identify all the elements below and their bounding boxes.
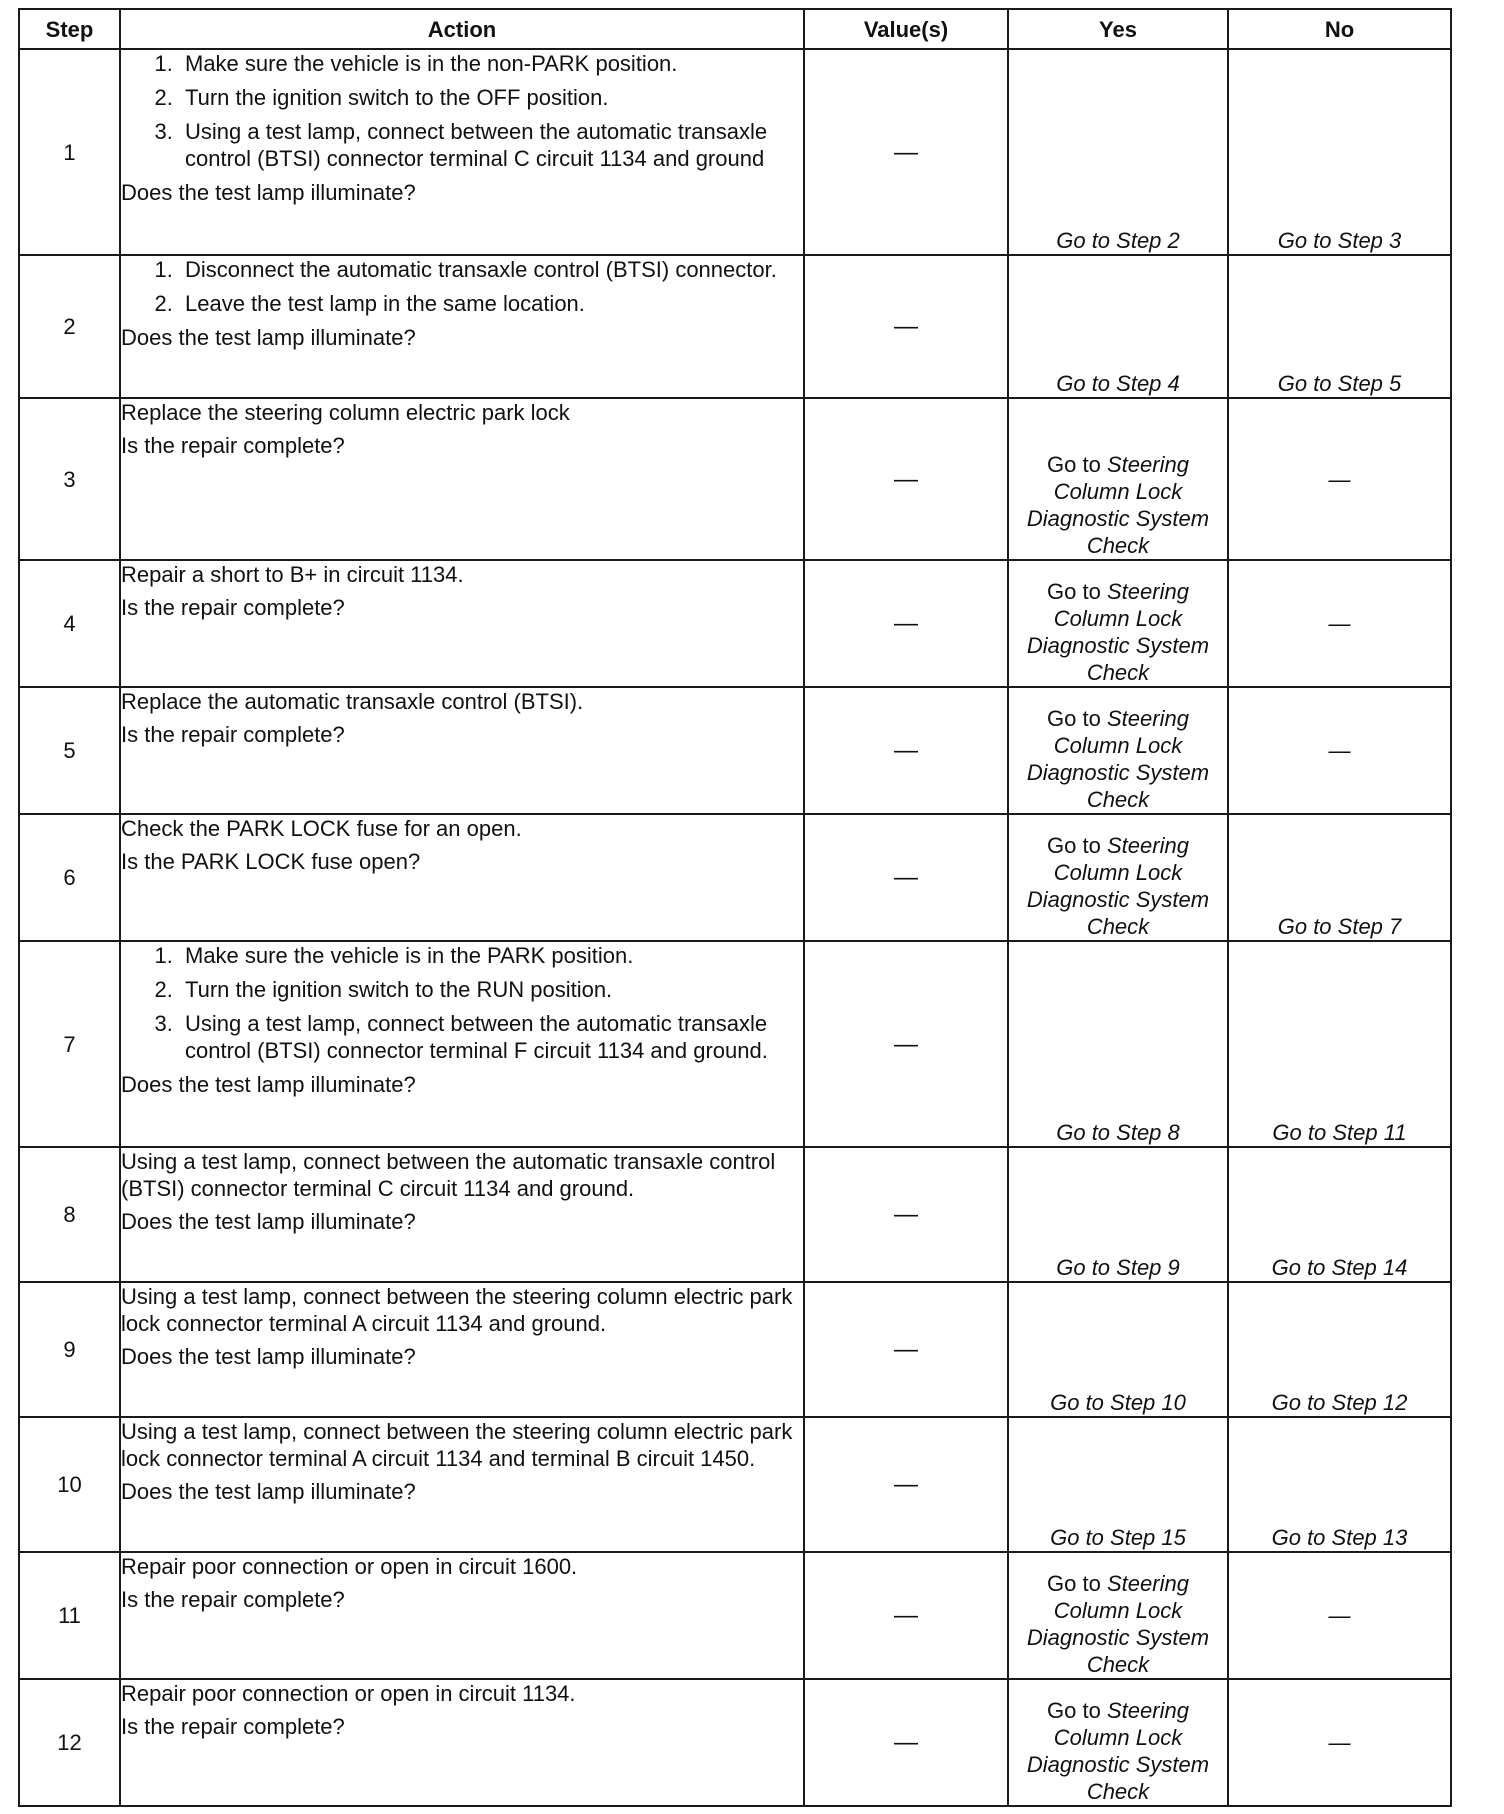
step-number: 2 <box>19 255 120 398</box>
yes-target: Steering Column Lock Diagnostic System Check <box>1026 1571 1210 1677</box>
yes-prefix: Go to <box>1047 579 1101 604</box>
header-row <box>19 9 1451 49</box>
yes-link[interactable] <box>1008 1679 1228 1806</box>
yes-prefix: Go to <box>1047 1571 1101 1596</box>
action-steps <box>121 256 803 317</box>
action-instruction: Using a test lamp, connect between the steering column electric park lock connector terminal A circuit 1134 and ground. <box>121 1284 793 1336</box>
step-number: 3 <box>19 398 120 560</box>
step-number: 6 <box>19 814 120 941</box>
yes-prefix: Go to <box>1047 706 1101 731</box>
no-cell: — <box>1228 687 1451 814</box>
yes-link[interactable]: Go to Step 10 <box>1008 1282 1228 1417</box>
action-cell <box>120 1552 804 1679</box>
action-question: Does the test lamp illuminate? <box>121 180 416 205</box>
value-cell: — <box>804 814 1008 941</box>
no-link[interactable]: Go to Step 11 <box>1228 941 1451 1147</box>
action-cell <box>120 687 804 814</box>
action-step: 1. Disconnect the automatic transaxle control (BTSI) connector. <box>179 256 803 283</box>
action-question: Does the test lamp illuminate? <box>121 1479 416 1504</box>
yes-link[interactable]: Go to Step 8 <box>1008 941 1228 1147</box>
no-link[interactable]: Go to Step 14 <box>1228 1147 1451 1282</box>
yes-link[interactable] <box>1008 398 1228 560</box>
no-link[interactable]: Go to Step 3 <box>1228 49 1451 255</box>
value-cell: — <box>804 49 1008 255</box>
action-question: Is the repair complete? <box>121 722 345 747</box>
header-action: Action <box>120 9 804 49</box>
action-cell <box>120 1147 804 1282</box>
step-number: 11 <box>19 1552 120 1679</box>
action-question: Is the repair complete? <box>121 595 345 620</box>
action-cell <box>120 814 804 941</box>
table-row <box>19 560 1451 687</box>
step-number: 10 <box>19 1417 120 1552</box>
no-link[interactable]: Go to Step 5 <box>1228 255 1451 398</box>
value-cell: — <box>804 1552 1008 1679</box>
yes-target: Steering Column Lock Diagnostic System Check <box>1026 452 1210 558</box>
action-step: 2. Leave the test lamp in the same location. <box>179 290 803 317</box>
step-number: 12 <box>19 1679 120 1806</box>
action-steps <box>121 50 803 172</box>
value-cell: — <box>804 687 1008 814</box>
table-row <box>19 687 1451 814</box>
table-row <box>19 1679 1451 1806</box>
action-instruction: Replace the automatic transaxle control (BTSI). <box>121 689 584 714</box>
table-row <box>19 814 1451 941</box>
yes-link[interactable]: Go to Step 15 <box>1008 1417 1228 1552</box>
no-link[interactable]: Go to Step 12 <box>1228 1282 1451 1417</box>
action-question: Does the test lamp illuminate? <box>121 1209 416 1234</box>
action-step: 3. Using a test lamp, connect between the automatic transaxle control (BTSI) connector terminal F circuit 1134 and ground. <box>179 1010 803 1064</box>
no-cell: — <box>1228 560 1451 687</box>
action-cell <box>120 560 804 687</box>
action-instruction: Repair poor connection or open in circuit 1600. <box>121 1554 578 1579</box>
yes-link[interactable]: Go to Step 4 <box>1008 255 1228 398</box>
step-number: 4 <box>19 560 120 687</box>
step-number: 1 <box>19 49 120 255</box>
header-step: Step <box>19 9 120 49</box>
action-cell <box>120 1282 804 1417</box>
action-question: Does the test lamp illuminate? <box>121 1072 416 1097</box>
yes-target: Steering Column Lock Diagnostic System Check <box>1026 1698 1210 1804</box>
header-values: Value(s) <box>804 9 1008 49</box>
no-link[interactable]: Go to Step 7 <box>1228 814 1451 941</box>
table-row <box>19 1552 1451 1679</box>
action-cell <box>120 1417 804 1552</box>
action-step: 1. Make sure the vehicle is in the PARK position. <box>179 942 803 969</box>
yes-link[interactable] <box>1008 814 1228 941</box>
action-instruction: Using a test lamp, connect between the steering column electric park lock connector terminal A circuit 1134 and terminal B circuit 1450. <box>121 1419 793 1471</box>
yes-target: Steering Column Lock Diagnostic System Check <box>1026 833 1210 939</box>
action-instruction: Replace the steering column electric park lock <box>121 400 570 425</box>
action-question: Is the repair complete? <box>121 1587 345 1612</box>
yes-link[interactable]: Go to Step 9 <box>1008 1147 1228 1282</box>
action-question: Does the test lamp illuminate? <box>121 1344 416 1369</box>
step-number: 7 <box>19 941 120 1147</box>
no-cell: — <box>1228 1679 1451 1806</box>
action-step: 1. Make sure the vehicle is in the non-PARK position. <box>179 50 803 77</box>
no-link[interactable]: Go to Step 13 <box>1228 1417 1451 1552</box>
action-instruction: Using a test lamp, connect between the automatic transaxle control (BTSI) connector terminal C circuit 1134 and ground. <box>121 1149 776 1201</box>
value-cell: — <box>804 255 1008 398</box>
action-instruction: Repair a short to B+ in circuit 1134. <box>121 562 464 587</box>
step-number: 8 <box>19 1147 120 1282</box>
step-number: 5 <box>19 687 120 814</box>
action-cell <box>120 398 804 560</box>
yes-prefix: Go to <box>1047 833 1101 858</box>
action-cell <box>120 49 804 255</box>
action-step: 2. Turn the ignition switch to the RUN position. <box>179 976 803 1003</box>
value-cell: — <box>804 1282 1008 1417</box>
step-number: 9 <box>19 1282 120 1417</box>
action-question: Is the PARK LOCK fuse open? <box>121 849 421 874</box>
yes-link[interactable] <box>1008 687 1228 814</box>
value-cell: — <box>804 1417 1008 1552</box>
table-row <box>19 255 1451 398</box>
action-question: Is the repair complete? <box>121 433 345 458</box>
action-question: Does the test lamp illuminate? <box>121 325 416 350</box>
table-row <box>19 1417 1451 1552</box>
table-row <box>19 49 1451 255</box>
value-cell: — <box>804 941 1008 1147</box>
yes-prefix: Go to <box>1047 1698 1101 1723</box>
yes-link[interactable]: Go to Step 2 <box>1008 49 1228 255</box>
yes-target: Steering Column Lock Diagnostic System Check <box>1026 706 1210 812</box>
header-no: No <box>1228 9 1451 49</box>
table-row <box>19 1282 1451 1417</box>
no-cell: — <box>1228 1552 1451 1679</box>
table-row <box>19 941 1451 1147</box>
action-cell <box>120 1679 804 1806</box>
header-yes: Yes <box>1008 9 1228 49</box>
action-cell <box>120 941 804 1147</box>
value-cell: — <box>804 1147 1008 1282</box>
action-cell <box>120 255 804 398</box>
value-cell: — <box>804 560 1008 687</box>
yes-target: Steering Column Lock Diagnostic System Check <box>1026 579 1210 685</box>
table-row <box>19 398 1451 560</box>
action-step: 3. Using a test lamp, connect between the automatic transaxle control (BTSI) connector terminal C circuit 1134 and ground <box>179 118 803 172</box>
action-question: Is the repair complete? <box>121 1714 345 1739</box>
diagnostic-table <box>18 8 1452 1807</box>
action-instruction: Check the PARK LOCK fuse for an open. <box>121 816 522 841</box>
yes-link[interactable] <box>1008 560 1228 687</box>
no-cell: — <box>1228 398 1451 560</box>
value-cell: — <box>804 398 1008 560</box>
yes-link[interactable] <box>1008 1552 1228 1679</box>
yes-prefix: Go to <box>1047 452 1101 477</box>
action-step: 2. Turn the ignition switch to the OFF position. <box>179 84 803 111</box>
action-steps <box>121 942 803 1064</box>
value-cell: — <box>804 1679 1008 1806</box>
table-row <box>19 1147 1451 1282</box>
action-instruction: Repair poor connection or open in circuit 1134. <box>121 1681 576 1706</box>
